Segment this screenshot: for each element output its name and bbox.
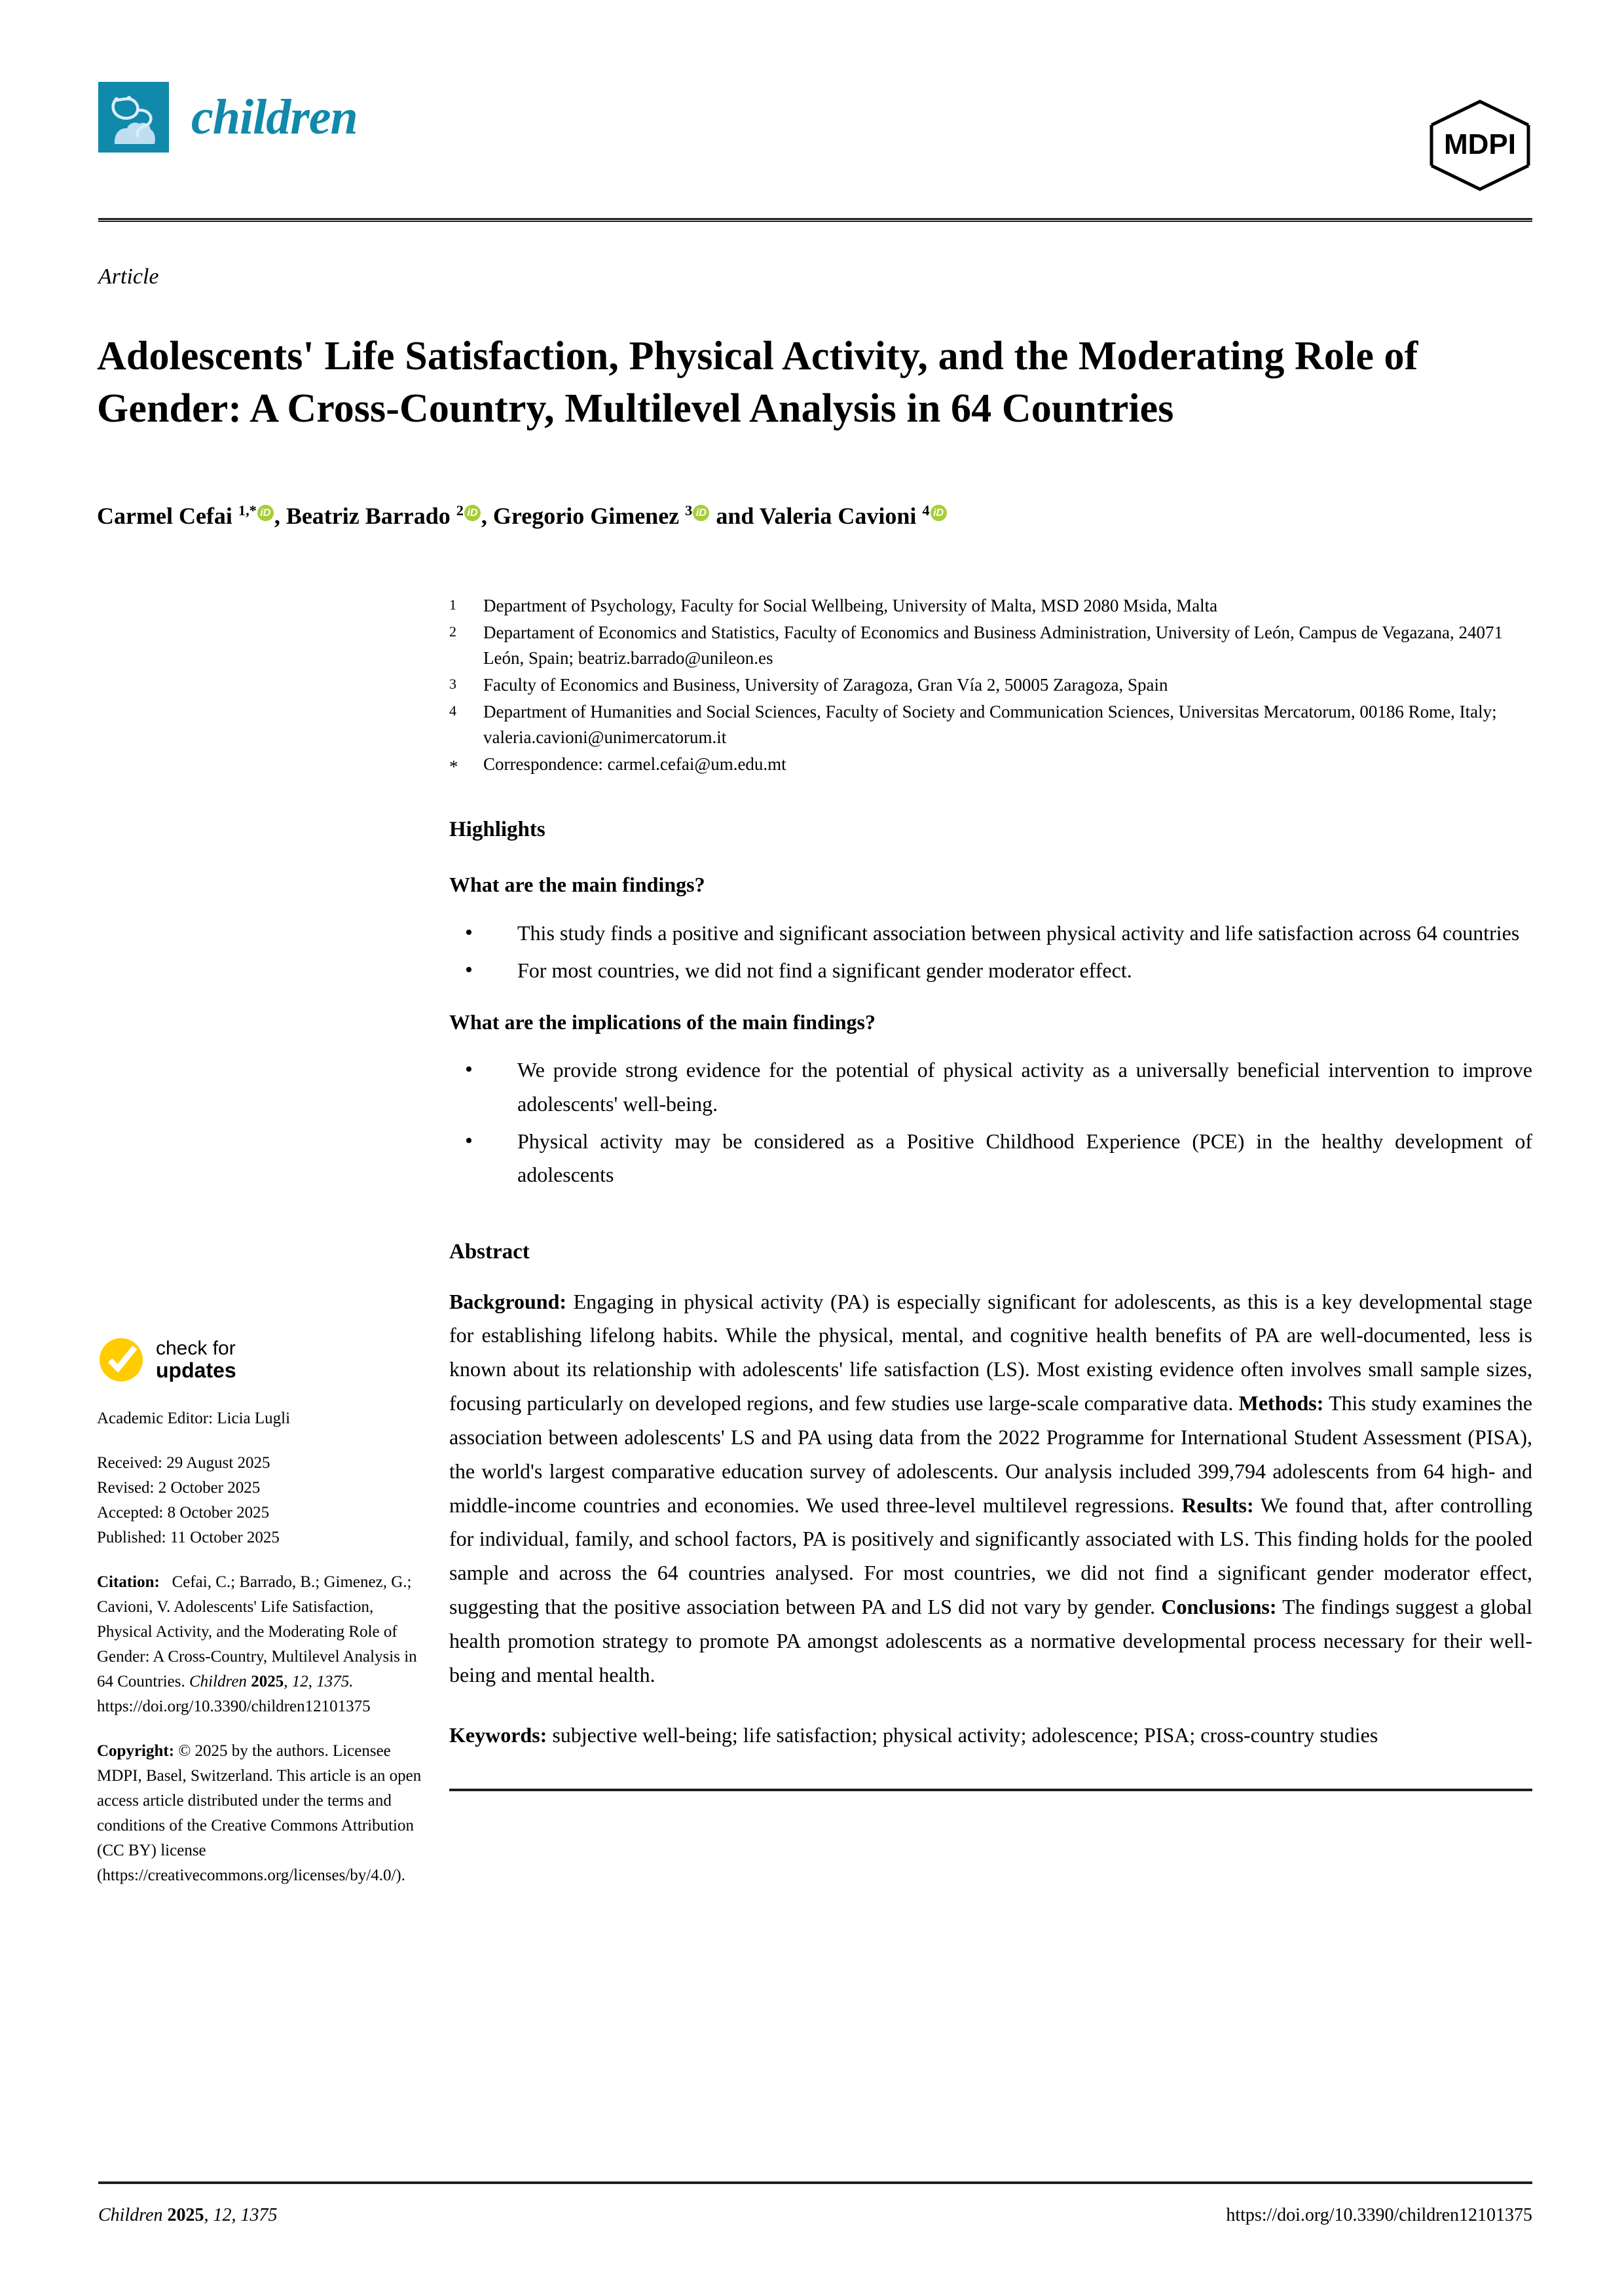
citation-doi[interactable]: https://doi.org/10.3390/children12101375 <box>97 1698 371 1715</box>
affiliation-text: Department of Psychology, Faculty for Social Wellbeing, University of Malta, MSD 2080 Msida, Malta <box>483 596 1218 615</box>
author-name: Beatriz Barrado <box>286 503 456 529</box>
academic-editor-text: Academic Editor: Licia Lugli <box>97 1410 291 1427</box>
abstract-section-text: The findings suggest a global health promotion strategy to promote PA amongst adolescents as a normative developmental process necessary for their well-being and mental health. <box>449 1595 1533 1686</box>
keywords-line <box>449 1719 1532 1752</box>
affiliation-marker: 4 <box>449 702 456 719</box>
keywords-label: Keywords: <box>449 1722 547 1747</box>
orcid-icon[interactable]: iD <box>931 505 947 521</box>
author-list <box>97 499 1531 533</box>
children-logo-icon <box>98 82 169 153</box>
footer-year: 2025 <box>167 2205 204 2225</box>
author-affiliation-marker: 2 <box>456 502 464 519</box>
publication-dates <box>97 1451 424 1550</box>
author-name: Gregorio Gimenez <box>492 503 686 529</box>
keywords-text: subjective well-being; life satisfaction; physical activity; adolescence; PISA; cross-country studies <box>547 1722 1378 1747</box>
highlights-list <box>449 1053 1532 1192</box>
list-item: • This study finds a positive and significant association between physical activity and life satisfaction across 64 countries <box>449 917 1532 950</box>
copyright-block <box>97 1739 424 1888</box>
article-type-label: Article <box>98 264 159 289</box>
abstract-section-label: Conclusions: <box>1161 1595 1277 1619</box>
journal-logo[interactable] <box>98 82 358 153</box>
abstract-section-label: Methods: <box>1238 1391 1324 1415</box>
journal-name: children <box>191 90 358 145</box>
abstract-section-label: Results: <box>1181 1493 1254 1517</box>
page-footer <box>98 2205 1532 2226</box>
affiliation-text: Department of Humanities and Social Sciences, Faculty of Society and Communication Sciences, Universitas Mercatorum, 00186 Rome, Italy; valeria.cavioni@unimercatorum.it <box>483 701 1497 748</box>
affiliation-text: Correspondence: carmel.cefai@um.edu.mt <box>483 754 786 774</box>
affiliation-row <box>449 699 1532 751</box>
author-affiliation-marker: 1,* <box>238 502 257 519</box>
check-for-updates-text <box>156 1338 236 1382</box>
abstract-heading: Abstract <box>449 1240 530 1264</box>
orcid-icon[interactable]: iD <box>464 505 481 521</box>
mdpi-logo-icon[interactable] <box>1428 96 1532 194</box>
affiliation-marker: 3 <box>449 676 456 693</box>
content-column <box>449 593 1532 1791</box>
author-separator: , <box>481 503 493 529</box>
date-published: Published: 11 October 2025 <box>97 1529 280 1546</box>
date-received: Received: 29 August 2025 <box>97 1454 270 1472</box>
check-circle-icon <box>97 1336 145 1384</box>
header-divider <box>98 218 1532 222</box>
cfu-line-2: updates <box>156 1358 236 1382</box>
affiliation-row <box>449 752 1532 780</box>
abstract-section-text: This study examines the association between adolescents' LS and PA using data from the 2022 Programme for International Student Assessment (PISA), the world's largest comparative education survey of adolescents. Our analysis included 399,794 adolescents from 64 high- and middle-income countries and economies. We used three-level multilevel regressions. <box>449 1391 1533 1517</box>
highlights-groups <box>449 870 1532 1192</box>
sidebar <box>97 1336 424 1908</box>
footer-ref: , 12, 1375 <box>204 2205 278 2225</box>
abstract-section-label: Background: <box>449 1289 567 1313</box>
citation-label: Citation: <box>97 1573 160 1591</box>
citation-block <box>97 1570 424 1719</box>
affiliation-marker: 1 <box>449 596 456 613</box>
affiliation-row <box>449 672 1532 699</box>
page-title: Adolescents' Life Satisfaction, Physical Activity, and the Moderating Role of Gender: A Cross-Country, Multilevel Analysis in 64 Countries <box>97 333 1418 431</box>
footer-divider <box>98 2181 1532 2184</box>
highlights-question: What are the main findings? <box>449 873 705 897</box>
masthead <box>98 82 1532 193</box>
academic-editor <box>97 1406 424 1431</box>
author-separator: , <box>274 503 286 529</box>
footer-doi[interactable]: https://doi.org/10.3390/children12101375 <box>1226 2205 1532 2225</box>
orcid-icon[interactable]: iD <box>257 505 274 521</box>
author-affiliation-marker: 4 <box>922 502 930 519</box>
highlights-question: What are the implications of the main findings? <box>449 1010 876 1034</box>
citation-volume: , 12, 1375. <box>284 1673 354 1690</box>
citation-authors: Cefai, C.; Barrado, B.; Gimenez, G.; Cavioni, V. Adolescents' Life Satisfaction, Physical Activity, and the Moderating Role of Gender: A Cross-Country, Multilevel Analysis in 64 Countries. <box>97 1573 417 1690</box>
copyright-body: © 2025 by the authors. Licensee MDPI, Basel, Switzerland. This article is an open access article distributed under the terms and conditions of the Creative Commons Attribution (CC BY) license (https://creativecommons.org/licenses/by/4.0/). <box>97 1742 422 1884</box>
copyright-label: Copyright: <box>97 1742 175 1760</box>
orcid-icon[interactable]: iD <box>693 505 709 521</box>
copyright-text <box>97 1739 424 1888</box>
list-item: • For most countries, we did not find a significant gender moderator effect. <box>449 954 1532 987</box>
citation-year: 2025 <box>251 1673 284 1690</box>
citation-journal: Children <box>189 1673 247 1690</box>
author-name: Valeria Cavioni <box>759 503 923 529</box>
affiliations <box>449 593 1532 780</box>
cfu-line-1: check for <box>156 1337 236 1359</box>
list-item: • We provide strong evidence for the potential of physical activity as a universally beneficial intervention to improve adolescents' well-being. <box>449 1053 1532 1120</box>
date-revised: Revised: 2 October 2025 <box>97 1479 261 1497</box>
affiliation-row <box>449 593 1532 619</box>
citation-text <box>97 1570 424 1719</box>
author-name: Carmel Cefai <box>97 503 238 529</box>
highlights-list <box>449 917 1532 987</box>
footer-journal: Children <box>98 2205 163 2225</box>
author-separator: and <box>710 503 760 529</box>
check-for-updates-badge[interactable] <box>97 1336 424 1384</box>
affiliation-marker: 2 <box>449 623 456 640</box>
highlights-heading: Highlights <box>449 817 545 841</box>
abstract-body <box>449 1285 1532 1692</box>
affiliation-marker: * <box>449 757 458 777</box>
author-affiliation-marker: 3 <box>685 502 693 519</box>
list-item: • Physical activity may be considered as a Positive Childhood Experience (PCE) in the healthy development of adolescents <box>449 1125 1532 1192</box>
affiliation-text: Departament of Economics and Statistics, Faculty of Economics and Business Administration, University of León, Campus de Vegazana, 24071 León, Spain; beatriz.barrado@unileon.es <box>483 622 1503 668</box>
content-bottom-divider <box>449 1789 1532 1791</box>
footer-citation <box>98 2205 278 2226</box>
affiliation-row <box>449 620 1532 672</box>
abstract-section-text: Engaging in physical activity (PA) is especially significant for adolescents, as this is a key developmental stage for establishing lifelong habits. While the physical, mental, and cognitive health benefits of PA are well-documented, less is known about its relationship with adolescents' life satisfaction (LS). Most existing evidence often involves small sample sizes, focusing particularly on developed regions, and few studies use large-scale comparative data. <box>449 1289 1532 1415</box>
abstract-section-text: We found that, after controlling for individual, family, and school factors, PA is positively and significantly associated with LS. This finding holds for the pooled sample and across the 64 countries analysed. For most countries, we did not find a significant gender moderator effect, suggesting that the positive association between PA and LS did not vary by gender. <box>449 1493 1533 1619</box>
affiliation-text: Faculty of Economics and Business, University of Zaragoza, Gran Vía 2, 50005 Zaragoza, Spain <box>483 675 1168 695</box>
date-accepted: Accepted: 8 October 2025 <box>97 1504 270 1522</box>
svg-text:MDPI: MDPI <box>1444 128 1516 160</box>
